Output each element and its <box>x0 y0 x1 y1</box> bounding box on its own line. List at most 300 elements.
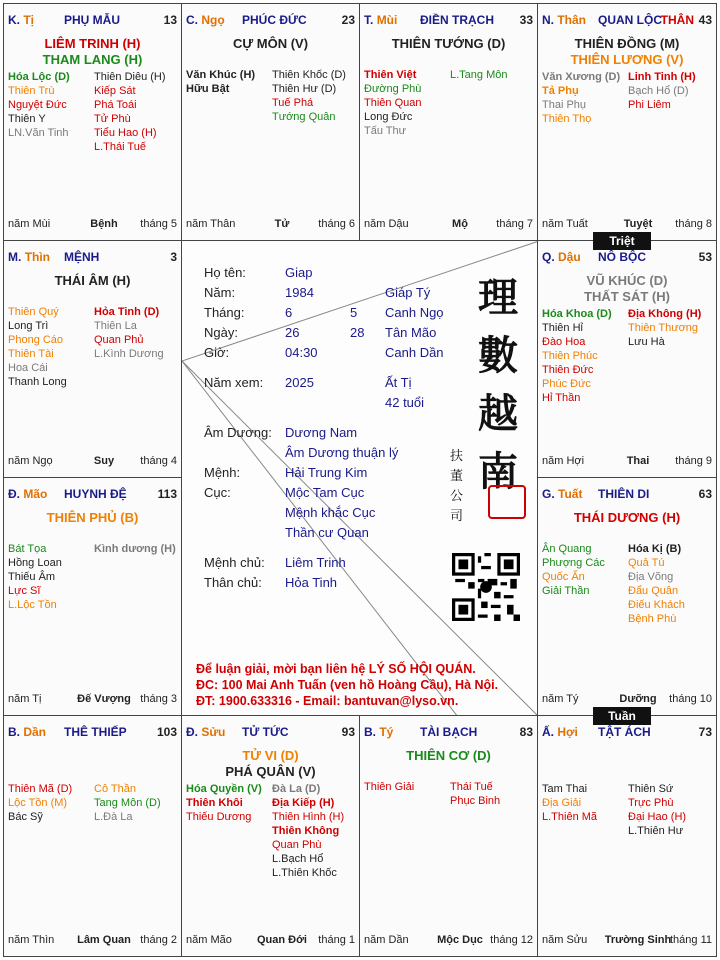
palace-age: 13 <box>163 13 177 27</box>
main-star: THIÊN CƠ (D) <box>406 748 491 763</box>
minor-star: Đào Hoa <box>542 336 586 348</box>
value-nam-xem: 2025 <box>285 375 314 390</box>
minor-star: Linh Tinh (H) <box>628 71 696 83</box>
calli-char: 越 <box>478 390 518 437</box>
value-menh: Hải Trung Kim <box>285 465 368 480</box>
palace-tai-bach[interactable] <box>359 715 538 957</box>
palace-name: HUYNH ĐỆ <box>64 487 127 501</box>
minor-star: Tấu Thư <box>364 125 407 137</box>
palace-year: năm Mão <box>186 934 232 946</box>
palace-footer <box>542 934 712 948</box>
palace-footer <box>364 934 533 948</box>
palace-header <box>8 13 177 29</box>
minor-star: Quan Phù <box>272 839 322 851</box>
minor-star: Kình dương (H) <box>94 543 176 555</box>
minor-star: Lưu Hà <box>628 336 665 348</box>
calli-char: 南 <box>478 448 518 495</box>
minor-star: L.Lộc Tồn <box>8 599 57 611</box>
palace-month: tháng 4 <box>140 455 177 467</box>
value-ngay-duong: 26 <box>285 325 300 340</box>
palace-state: Mộc Dục <box>437 934 483 946</box>
palace-age: 23 <box>341 13 355 27</box>
palace-footer <box>542 218 712 232</box>
minor-stars-right <box>628 70 696 112</box>
minor-star: L.Tang Môn <box>450 69 508 81</box>
palace-can: N. <box>542 13 554 27</box>
minor-stars-left <box>364 780 414 794</box>
minor-star: Hỏa Tinh (D) <box>94 306 160 318</box>
palace-chi: Sửu <box>201 725 226 739</box>
red-seal-stamp <box>488 485 526 519</box>
palace-menh[interactable] <box>3 240 182 478</box>
value-tuoi: 42 tuổi <box>385 395 425 410</box>
palace-age: 63 <box>698 487 712 501</box>
palace-footer <box>186 218 355 232</box>
minor-star: Thiên La <box>94 320 137 332</box>
minor-star: Thiên Khốc (D) <box>272 69 346 81</box>
label-menh-chu: Mệnh chủ: <box>204 555 265 570</box>
label-gio: Giờ: <box>204 345 230 360</box>
palace-chi: Tuất <box>558 487 583 501</box>
palace-age: 43 <box>698 13 712 27</box>
palace-header <box>8 487 177 503</box>
palace-chi: Thân <box>557 13 587 27</box>
minor-star: Tướng Quân <box>272 111 336 123</box>
palace-age: 53 <box>698 250 712 264</box>
palace-age: 3 <box>170 250 177 264</box>
palace-header <box>8 725 177 741</box>
main-star: THIÊN LƯƠNG (V) <box>570 52 684 67</box>
value-than-cu: Thần cư Quan <box>285 525 369 540</box>
minor-star: Hóa Quyền (V) <box>186 783 262 795</box>
tu-vi-chart <box>3 3 717 957</box>
palace-tat-ach[interactable] <box>537 715 717 957</box>
minor-stars-left <box>8 70 70 140</box>
minor-star: Phi Liêm <box>628 99 671 111</box>
minor-star: Phá Toái <box>94 99 137 111</box>
minor-star: Hoa Cái <box>8 362 48 374</box>
palace-no-boc[interactable] <box>537 240 717 478</box>
palace-can: K. <box>8 13 20 27</box>
sub-char: 扶 <box>450 449 464 464</box>
minor-stars-left <box>186 782 262 824</box>
palace-age: 83 <box>519 725 533 739</box>
palace-header <box>186 725 355 741</box>
minor-star: Lực Sĩ <box>8 585 41 597</box>
palace-name: THIÊN DI <box>598 487 650 501</box>
value-nam-xem-canchi: Ất Tị <box>385 375 412 390</box>
palace-state: Đế Vượng <box>77 693 131 705</box>
value-ngay-am: 28 <box>350 325 365 340</box>
minor-stars-left <box>364 68 421 138</box>
palace-state: Tuyệt <box>623 218 653 230</box>
palace-year: năm Sửu <box>542 934 588 946</box>
minor-stars-right <box>94 782 161 824</box>
palace-can: T. <box>364 13 374 27</box>
minor-star: Thiên Hỉ <box>542 322 583 334</box>
minor-star: Phong Cáo <box>8 334 64 346</box>
minor-star: Hữu Bật <box>186 83 230 95</box>
minor-star: L.Thiên Mã <box>542 811 598 823</box>
minor-stars-left <box>8 305 67 389</box>
palace-footer <box>364 218 533 232</box>
value-cuc: Mộc Tam Cục <box>285 485 365 500</box>
minor-star: Thiên Đức <box>542 364 594 376</box>
palace-age: 33 <box>519 13 533 27</box>
minor-star: Thanh Long <box>8 376 67 388</box>
palace-year: năm Dậu <box>364 218 409 230</box>
value-ho-ten: Giap <box>285 265 313 280</box>
palace-chi: Ngọ <box>201 13 225 27</box>
value-nam-canchi: Giáp Tý <box>385 285 431 300</box>
minor-star: Thiên Hình (H) <box>272 811 345 823</box>
palace-month: tháng 10 <box>669 693 712 705</box>
minor-star: Thiên Trù <box>8 85 55 97</box>
palace-age: 73 <box>698 725 712 739</box>
palace-phuc-duc[interactable] <box>181 3 360 241</box>
palace-month: tháng 2 <box>140 934 177 946</box>
palace-name: PHỤ MẪU <box>64 13 120 27</box>
minor-stars-left <box>542 542 605 598</box>
palace-state: Tử <box>274 218 290 230</box>
sub-char: 公 <box>450 489 464 504</box>
palace-name: ĐIỀN TRẠCH <box>420 13 494 27</box>
minor-star: Địa Giải <box>542 797 582 809</box>
value-thang-canchi: Canh Ngọ <box>385 305 444 320</box>
palace-header <box>364 725 533 741</box>
palace-year: năm Tý <box>542 693 579 705</box>
minor-star: Hồng Loan <box>8 557 62 569</box>
minor-star: Thiên Việt <box>364 69 417 81</box>
palace-month: tháng 3 <box>140 693 177 705</box>
palace-year: năm Hợi <box>542 455 585 467</box>
main-star: LIÊM TRINH (H) <box>44 36 141 51</box>
minor-star: Thiên Không <box>272 825 340 837</box>
label-thang: Tháng: <box>204 305 245 320</box>
palace-name: TỬ TỨC <box>242 725 289 739</box>
value-gio: 04:30 <box>285 345 318 360</box>
palace-chi: Mão <box>23 487 48 501</box>
palace-state: Bệnh <box>90 218 118 230</box>
label-than-chu: Thân chủ: <box>204 575 262 590</box>
minor-stars-left <box>542 70 620 126</box>
main-stars <box>360 36 537 52</box>
value-am-duong: Dương Nam <box>285 425 358 440</box>
value-thang-am: 5 <box>350 305 358 320</box>
value-menh-chu: Liêm Trinh <box>285 555 346 570</box>
minor-star: Hóa Kị (B) <box>628 543 682 555</box>
palace-name: THÊ THIẾP <box>64 725 127 739</box>
minor-stars-right <box>94 70 166 154</box>
palace-state: Trường Sinh <box>604 934 672 946</box>
value-ngay-canchi: Tân Mão <box>385 325 437 340</box>
minor-star: Thai Phụ <box>542 99 587 111</box>
minor-star: Thiên Mã (D) <box>8 783 73 795</box>
label-nam: Năm: <box>204 285 236 300</box>
palace-name: PHÚC ĐỨC <box>242 13 307 27</box>
minor-star: Địa Không (H) <box>628 308 702 320</box>
label-ngay: Ngày: <box>204 325 238 340</box>
palace-state: Mộ <box>452 218 468 230</box>
minor-star: Văn Khúc (H) <box>186 69 256 81</box>
palace-can: Đ. <box>8 487 20 501</box>
main-stars <box>538 273 716 305</box>
minor-star: LN.Văn Tinh <box>8 127 69 139</box>
palace-state: Suy <box>93 455 115 467</box>
palace-quan-loc[interactable] <box>537 3 717 241</box>
palace-footer <box>542 455 712 469</box>
label-ho-ten: Họ tên: <box>204 265 246 280</box>
minor-star: Thiếu Âm <box>8 571 56 583</box>
palace-header <box>542 487 712 503</box>
minor-star: Thiên Thương <box>628 322 699 334</box>
palace-month: tháng 11 <box>669 934 712 946</box>
contact-phone-email[interactable]: ĐT: 1900.633316 - Email: bantuvan@lyso.vn. <box>196 694 459 708</box>
minor-stars-right <box>272 68 346 124</box>
palace-thien-di[interactable] <box>537 477 717 716</box>
palace-chi: Tị <box>23 13 35 27</box>
minor-star: Tả Phụ <box>542 85 579 97</box>
palace-footer <box>8 218 177 232</box>
palace-can: Đ. <box>186 725 198 739</box>
minor-star: Thiên Y <box>8 113 46 125</box>
palace-header <box>186 13 355 29</box>
minor-stars-left <box>8 542 62 612</box>
palace-chi: Hợi <box>557 725 578 739</box>
palace-header <box>542 725 712 741</box>
main-star: THIÊN TƯỚNG (D) <box>391 36 506 51</box>
minor-stars-right <box>450 68 507 82</box>
minor-star: Phục Binh <box>450 795 501 807</box>
palace-month: tháng 5 <box>140 218 177 230</box>
minor-star: L.Kình Dương <box>94 348 164 360</box>
minor-star: Phượng Các <box>542 557 605 569</box>
minor-star: Thái Tuế <box>450 781 493 793</box>
minor-star: Cô Thần <box>94 783 136 795</box>
minor-star: Bát Tọa <box>8 543 47 555</box>
main-star: VŨ KHÚC (D) <box>586 273 668 288</box>
palace-name: MỆNH <box>64 250 100 264</box>
calligraphy-sub <box>450 447 466 527</box>
minor-stars-right <box>450 780 500 808</box>
palace-year: năm Thân <box>186 218 236 230</box>
palace-header <box>364 13 533 29</box>
value-cuc-khac: Mệnh khắc Cục <box>285 505 376 520</box>
label-menh: Mệnh: <box>204 465 241 480</box>
palace-age: 103 <box>156 725 177 739</box>
palace-header <box>8 250 177 266</box>
palace-footer <box>8 934 177 948</box>
minor-star: Nguyệt Đức <box>8 99 67 111</box>
minor-stars-left <box>542 782 597 824</box>
minor-stars-right <box>94 305 164 361</box>
minor-star: Bệnh Phù <box>628 613 677 625</box>
palace-year: năm Mùi <box>8 218 51 230</box>
palace-name: TẬT ÁCH <box>598 725 651 739</box>
minor-star: Tang Môn (D) <box>94 797 161 809</box>
minor-star: Bạch Hổ (D) <box>628 85 689 97</box>
minor-stars-right <box>94 542 176 556</box>
palace-state: Lâm Quan <box>77 934 131 946</box>
minor-star: Tiểu Hao (H) <box>94 127 157 139</box>
main-star: THIÊN ĐỒNG (M) <box>574 36 680 51</box>
palace-phu-mau[interactable] <box>3 3 182 241</box>
palace-footer <box>186 934 355 948</box>
palace-tu-tuc[interactable] <box>181 715 360 957</box>
palace-the-thiep[interactable] <box>3 715 182 957</box>
palace-month: tháng 6 <box>318 218 355 230</box>
main-star: THÁI DƯƠNG (H) <box>573 510 681 525</box>
minor-star: L.Thiên Hư <box>628 825 684 837</box>
minor-star: Địa Kiếp (H) <box>272 797 335 809</box>
palace-footer <box>8 693 177 707</box>
palace-name: QUAN LỘC <box>598 13 662 27</box>
minor-star: Quả Tú <box>628 557 665 569</box>
value-thang-duong: 6 <box>285 305 293 320</box>
calli-char: 數 <box>478 332 518 379</box>
palace-footer <box>542 693 712 707</box>
palace-month: tháng 9 <box>675 455 712 467</box>
palace-state: Thai <box>626 455 650 467</box>
palace-can: Q. <box>542 250 555 264</box>
palace-huynh-de[interactable] <box>3 477 182 716</box>
palace-header <box>542 250 712 266</box>
palace-state: Dưỡng <box>619 693 657 705</box>
palace-age: 93 <box>341 725 355 739</box>
palace-month: tháng 1 <box>318 934 355 946</box>
minor-star: Thiên Thọ <box>542 113 592 125</box>
palace-year: năm Dần <box>364 934 409 946</box>
main-star: THẤT SÁT (H) <box>584 289 670 304</box>
palace-can: M. <box>8 250 22 264</box>
triet-badge: Triệt <box>593 232 651 250</box>
palace-can: C. <box>186 13 198 27</box>
minor-stars-right <box>628 782 686 838</box>
palace-chi: Dần <box>23 725 47 739</box>
minor-stars-left <box>186 68 255 96</box>
palace-year: năm Tị <box>8 693 42 705</box>
minor-star: Thiên Diêu (H) <box>94 71 166 83</box>
palace-year: năm Tuất <box>542 218 588 230</box>
minor-star: Tam Thai <box>542 783 588 795</box>
minor-star: L.Thiên Khốc <box>272 867 337 879</box>
minor-star: Thiên Hư (D) <box>272 83 337 95</box>
calligraphy-logo <box>468 269 528 501</box>
palace-name: NÔ BỘC <box>598 250 646 264</box>
palace-header <box>542 13 712 29</box>
palace-footer <box>8 455 177 469</box>
than-marker: THÂN <box>660 13 694 27</box>
minor-stars-left <box>542 307 612 405</box>
palace-month: tháng 12 <box>490 934 533 946</box>
main-star: CỰ MÔN (V) <box>232 36 309 51</box>
main-star: TỬ VI (D) <box>242 748 299 763</box>
minor-star: Hóa Khoa (D) <box>542 308 612 320</box>
minor-stars-right <box>628 542 685 626</box>
palace-can: Ấ. <box>542 725 554 739</box>
palace-name: TÀI BẠCH <box>420 725 478 739</box>
palace-can: B. <box>8 725 20 739</box>
minor-star: Tử Phù <box>94 113 131 125</box>
contact-line-1: Để luận giải, mời bạn liên hệ LÝ SỐ HỘI QUÁN. <box>196 662 476 676</box>
value-am-duong-thuan: Âm Dương thuận lý <box>285 445 399 460</box>
minor-star: L.Đà La <box>94 811 133 823</box>
main-stars <box>538 510 716 526</box>
minor-star: Quốc Ấn <box>542 571 585 583</box>
main-stars <box>182 748 359 780</box>
center-info-panel <box>181 240 538 716</box>
main-stars <box>182 36 359 52</box>
minor-star: Đường Phù <box>364 83 422 95</box>
minor-star: Lộc Tồn (M) <box>8 797 68 809</box>
palace-dien-trach[interactable] <box>359 3 538 241</box>
minor-star: Điếu Khách <box>628 599 685 611</box>
main-star: THÁI ÂM (H) <box>54 273 131 288</box>
minor-star: Tuế Phá <box>272 97 314 109</box>
minor-stars-right <box>628 307 701 349</box>
minor-star: Thiên Phúc <box>542 350 598 362</box>
tuan-badge: Tuần <box>593 707 651 725</box>
main-stars <box>4 36 181 68</box>
minor-star: Hỉ Thần <box>542 392 581 404</box>
qr-code[interactable] <box>452 553 520 621</box>
minor-stars-right <box>272 782 344 880</box>
minor-star: Thiên Khôi <box>186 797 243 809</box>
minor-star: Đẩu Quân <box>628 585 679 597</box>
sub-char: 司 <box>450 509 464 524</box>
minor-stars-left <box>8 782 72 824</box>
minor-star: Kiếp Sát <box>94 85 136 97</box>
minor-star: Giải Thần <box>542 585 590 597</box>
minor-star: Thiên Tài <box>8 348 54 360</box>
main-stars <box>4 510 181 526</box>
label-am-duong: Âm Dương: <box>204 425 272 440</box>
minor-star: Long Trì <box>8 320 49 332</box>
label-cuc: Cục: <box>204 485 231 500</box>
minor-star: Thiên Quý <box>8 306 59 318</box>
minor-star: Bác Sỹ <box>8 811 43 823</box>
palace-state: Quan Đới <box>257 934 307 946</box>
label-nam-xem: Năm xem: <box>204 375 264 390</box>
minor-star: Ân Quang <box>542 543 592 555</box>
minor-star: Thiên Giải <box>364 781 415 793</box>
palace-chi: Mùi <box>376 13 398 27</box>
value-gio-canchi: Canh Dần <box>385 345 444 360</box>
palace-chi: Tý <box>379 725 394 739</box>
minor-star: Thiên Sứ <box>628 783 674 795</box>
minor-star: L.Thái Tuế <box>94 141 146 153</box>
minor-star: Thiên Quan <box>364 97 422 109</box>
value-than-chu: Hỏa Tinh <box>285 575 338 590</box>
minor-star: Văn Xương (D) <box>542 71 621 83</box>
minor-star: Đại Hao (H) <box>628 811 687 823</box>
palace-year: năm Thìn <box>8 934 55 946</box>
palace-chi: Dậu <box>558 250 581 264</box>
minor-star: Phúc Đức <box>542 378 591 390</box>
main-stars <box>538 36 716 68</box>
palace-month: tháng 7 <box>496 218 533 230</box>
minor-star: Đà La (D) <box>272 783 321 795</box>
palace-month: tháng 8 <box>675 218 712 230</box>
minor-star: Trực Phù <box>628 797 674 809</box>
contact-address: ĐC: 100 Mai Anh Tuấn (ven hồ Hoàng Cầu), Hà Nội. <box>196 678 499 692</box>
palace-age: 113 <box>157 487 177 501</box>
contact-block <box>196 661 536 709</box>
palace-can: B. <box>364 725 376 739</box>
minor-star: Quan Phủ <box>94 334 144 346</box>
main-star: THIÊN PHỦ (B) <box>46 510 139 525</box>
minor-star: Thiếu Dương <box>186 811 252 823</box>
